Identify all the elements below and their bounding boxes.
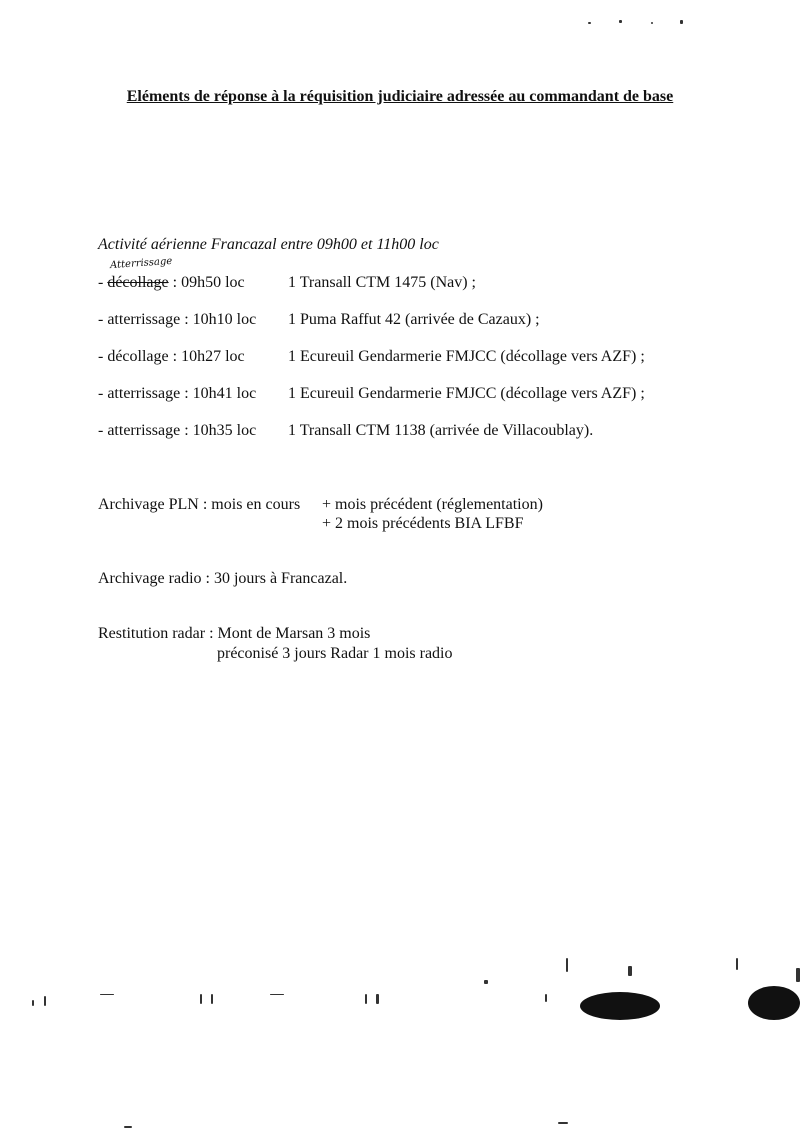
- flight-detail: 1 Puma Raffut 42 (arrivée de Cazaux) ;: [288, 311, 540, 328]
- scan-speck: [651, 22, 653, 24]
- section-title: Activité aérienne Francazal entre 09h00 et 11h00 loc: [98, 236, 439, 253]
- scan-speck: [200, 994, 202, 1004]
- archivage-pln-line1: + mois précédent (réglementation): [322, 496, 543, 513]
- scan-speck: [588, 22, 591, 24]
- flight-detail: 1 Transall CTM 1475 (Nav) ;: [288, 274, 476, 291]
- archivage-radio: Archivage radio : 30 jours à Francazal.: [98, 570, 348, 587]
- scan-speck: [545, 994, 547, 1002]
- scan-speck: [376, 994, 379, 1004]
- scan-speck: [619, 20, 622, 23]
- scan-speck: [270, 994, 284, 995]
- scan-speck: [558, 1122, 568, 1124]
- struck-text: décollage: [107, 274, 169, 291]
- scan-speck: [32, 1000, 34, 1006]
- scan-speck: [628, 966, 632, 976]
- scan-smudge: [580, 992, 660, 1020]
- scan-speck: [100, 994, 114, 995]
- scan-speck: [566, 958, 568, 972]
- document-title: Eléments de réponse à la réquisition judiciaire adressée au commandant de base: [126, 88, 674, 105]
- handwritten-correction: Atterrissage: [109, 255, 173, 272]
- flight-type-time: - décollage : 10h27 loc: [98, 348, 245, 365]
- flight-type-time: - atterrissage : 10h41 loc: [98, 385, 257, 402]
- flight-type-time: - atterrissage : 10h10 loc: [98, 311, 257, 328]
- restitution-line1: Restitution radar : Mont de Marsan 3 mois: [98, 625, 371, 642]
- scan-speck: [484, 980, 488, 984]
- flight-type-time: - atterrissage : 10h35 loc: [98, 422, 257, 439]
- scan-speck: [680, 20, 683, 24]
- flight-type-time: - décollage : 09h50 loc: [98, 274, 245, 291]
- flight-detail: 1 Transall CTM 1138 (arrivée de Villacoublay).: [288, 422, 594, 439]
- scan-speck: [124, 1126, 132, 1128]
- scan-speck: [211, 994, 213, 1004]
- archivage-pln-line2: + 2 mois précédents BIA LFBF: [322, 515, 524, 532]
- scan-speck: [44, 996, 46, 1006]
- scan-speck: [796, 968, 800, 982]
- scan-speck: [365, 994, 367, 1004]
- archivage-pln-label: Archivage PLN : mois en cours: [98, 496, 301, 513]
- scan-smudge: [748, 986, 800, 1020]
- flight-detail: 1 Ecureuil Gendarmerie FMJCC (décollage vers AZF) ;: [288, 385, 645, 402]
- flight-detail: 1 Ecureuil Gendarmerie FMJCC (décollage vers AZF) ;: [288, 348, 645, 365]
- scan-speck: [736, 958, 738, 970]
- restitution-line2: préconisé 3 jours Radar 1 mois radio: [217, 645, 453, 662]
